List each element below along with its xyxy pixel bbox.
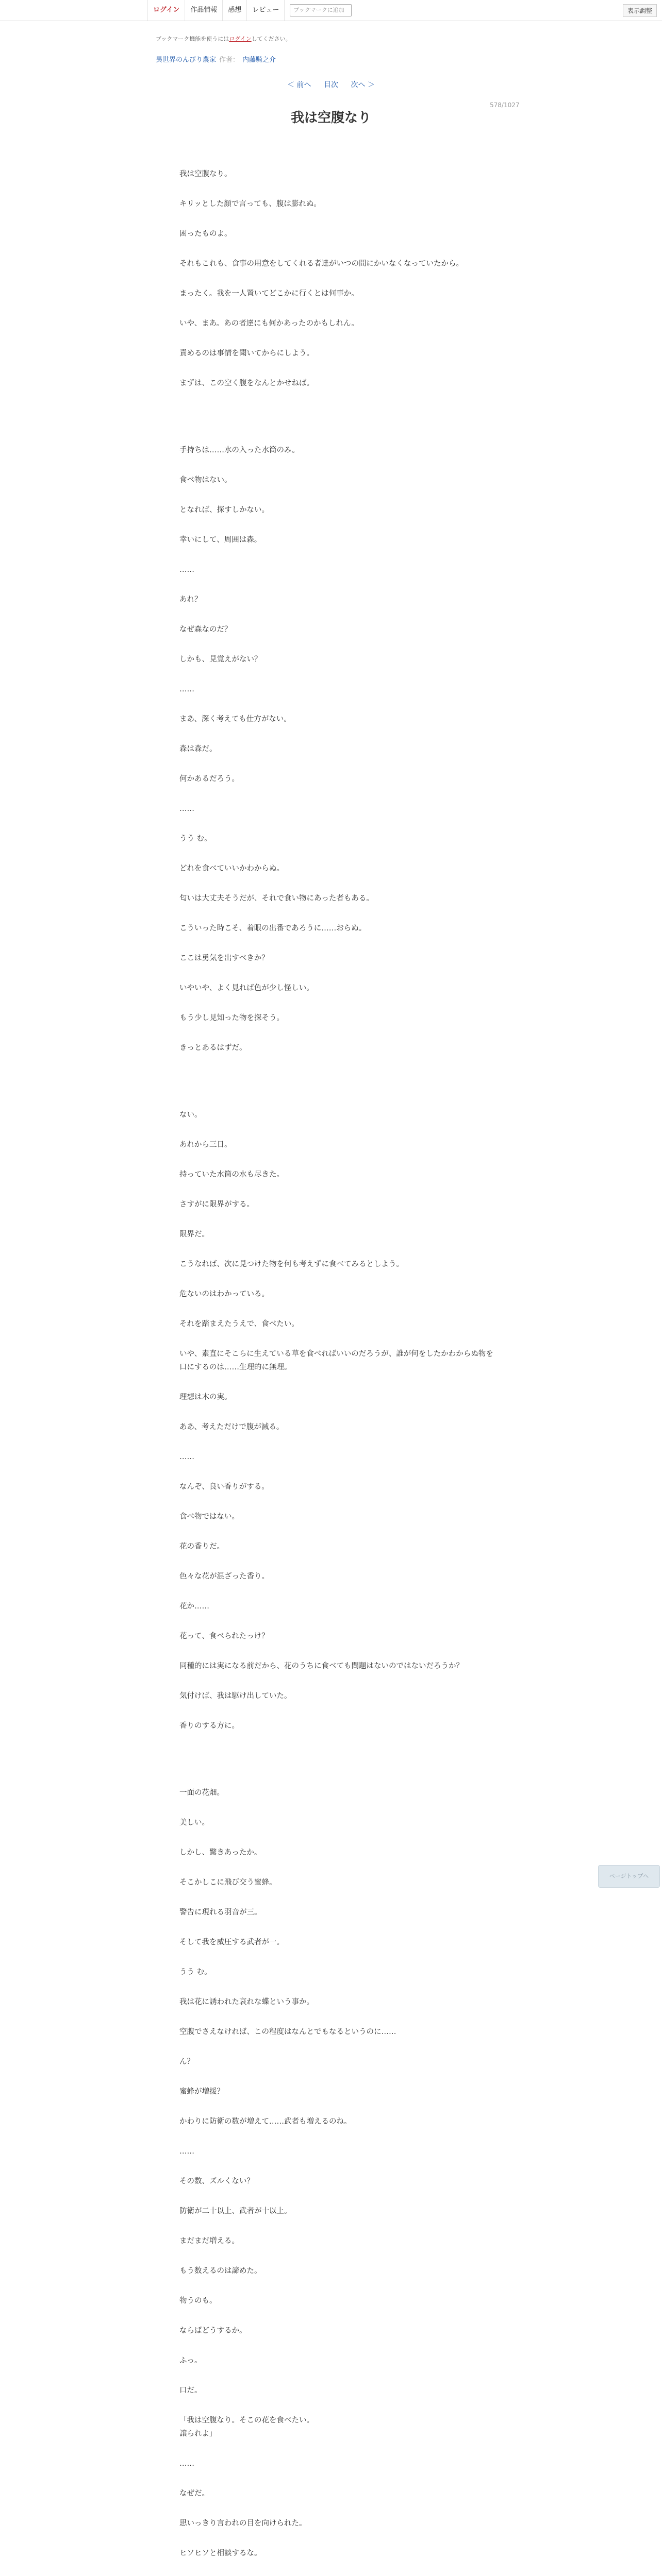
paragraph: 一面の花畑。 [179,1789,224,1797]
paragraph: それを踏まえたうえで、食べたい。 [179,1320,299,1328]
paragraph: うう む。 [179,1968,212,1976]
episode-pager [0,79,662,90]
paragraph: なぜ森なのだ？ [179,625,232,634]
paragraph: ふっ。 [179,2357,202,2365]
paragraph: …… [179,685,194,693]
paragraph: 口だ。 [179,2386,202,2395]
paragraph: 物うのも。 [179,2297,217,2305]
paragraph: 理想は木の実。 [179,1393,232,1401]
page-top-button[interactable]: ページトップへ [598,1865,660,1888]
login-link[interactable]: ログイン [147,0,185,21]
paragraph: 森は森だ。 [179,745,217,753]
paragraph: それもこれも、食事の用意をしてくれる者達がいつの間にかいなくなっていたから。 [179,260,464,268]
paragraph: なぜだ。 [179,2489,209,2498]
paragraph: まずは、この空く腹をなんとかせねば。 [179,379,314,387]
paragraph: 防衛が二十以上、武者が十以上。 [179,2207,292,2215]
paragraph: いや、まあ。あの者達にも何かあったのかもしれん。 [179,319,359,328]
paragraph: まだまだ増える。 [179,2237,239,2245]
next-link[interactable]: 次へ ＞ [351,81,375,89]
paragraph: …… [179,1453,194,1461]
paragraph: …… [179,566,194,574]
paragraph: …… [179,2147,194,2156]
paragraph: ならばどうするか。 [179,2327,247,2335]
breadcrumb [156,54,662,64]
paragraph: 美しい。 [179,1819,209,1827]
top-navigation-bar [0,0,662,21]
paragraph: ここは勇気を出すべきか？ [179,954,269,962]
paragraph: そして我を威圧する武者が一。 [179,1938,284,1946]
paragraph: もう少し見知った物を探そう。 [179,1014,284,1022]
paragraph: あれ？ [179,596,202,604]
paragraph: 花って、食べられたっけ？ [179,1632,269,1640]
paragraph: いや、素直にそこらに生えている草を食べればいいのだろうが、誰が何をしたかわからぬ物を口にするのは……生理的に無理。 [179,1350,493,1371]
paragraph: 匂いは大丈夫そうだが、それで食い物にあった者もある。 [179,894,374,903]
display-settings-button[interactable]: 表示調整 [623,4,657,17]
paragraph: 思いっきり言われの目を向けられた。 [179,2519,307,2528]
paragraph: まあ、深く考えても仕方がない。 [179,715,291,723]
paragraph: なんぞ、良い香りがする。 [179,1483,269,1491]
paragraph: 責めるのは事情を聞いてからにしよう。 [179,349,314,358]
paragraph: 持っていた水筒の水も尽きた。 [179,1171,284,1179]
paragraph: 我は花に誘われた哀れな蝶という事か。 [179,1998,314,2006]
paragraph: ん？ [179,2058,194,2066]
paragraph: 花の香りだ。 [179,1543,224,1551]
paragraph: 香りのする方に。 [179,1722,239,1730]
paragraph: 花か…… [179,1602,209,1611]
episode-title: 我は空腹なり [290,110,371,126]
novel-body [179,167,499,2576]
nav-item-work-info[interactable]: 作品情報 [185,0,223,21]
paragraph: そこかしこに飛び交う蜜蜂。 [179,1878,277,1887]
paragraph: 色々な花が混ざった香り。 [179,1572,269,1581]
paragraph: しかし、驚きあったか。 [179,1849,262,1857]
notice-login-link[interactable]: ログイン [229,36,252,42]
nav-item-impressions[interactable]: 感想 [223,0,247,21]
paragraph: 食べ物ではない。 [179,1513,239,1521]
top-nav [147,0,352,21]
series-title-link[interactable]: 異世界のんびり農家 [156,56,217,64]
paragraph: どれを食べていいかわからぬ。 [179,865,284,873]
paragraph: まったく。我を一人置いてどこかに行くとは何事か。 [179,290,359,298]
login-notice [156,35,662,43]
paragraph: ヒソヒソと相談するな。 [179,2549,262,2557]
paragraph: 何かあるだろう。 [179,775,239,783]
paragraph: かわりに防衛の数が増えて……武者も増えるのね。 [179,2117,352,2126]
paragraph: きっとあるはずだ。 [179,1044,247,1052]
paragraph: となれば、探すしかない。 [179,506,269,514]
paragraph: もう数えるのは諦めた。 [179,2267,262,2275]
paragraph: 限界だ。 [179,1230,209,1239]
paragraph: 困ったものよ。 [179,230,232,238]
paragraph: 幸いにして、周囲は森。 [179,536,262,544]
nav-item-reviews[interactable]: レビュー [247,0,285,21]
paragraph: その数、ズルくない？ [179,2177,254,2185]
paragraph: 我は空腹なり。 [179,170,232,178]
notice-text-after: してください。 [251,36,291,42]
paragraph: 気付けば、我は駆け出していた。 [179,1692,292,1700]
toc-link[interactable]: 目次 [324,81,338,89]
paragraph: 同種的には実になる前だから、花のうちに食べても問題はないのではないだろうか？ [179,1662,464,1670]
paragraph: ああ、考えただけで腹が減る。 [179,1423,284,1431]
prev-link[interactable]: ＜ 前へ [287,81,311,89]
paragraph: キリッとした顔で言っても、腹は膨れぬ。 [179,200,321,208]
paragraph: 「我は空腹なり。そこの花を食べたい。 譲られよ」 [179,2416,314,2438]
paragraph: 危ないのはわかっている。 [179,1290,269,1298]
paragraph: こうなれば、次に見つけた物を何も考えずに食べてみるとしよう。 [179,1260,404,1268]
paragraph: ない。 [179,1111,202,1119]
paragraph: 蜜蜂が増援？ [179,2088,224,2096]
paragraph: 警告に現れる羽音が三。 [179,1908,262,1917]
notice-text-before: ブックマーク機能を使うには [156,36,229,42]
paragraph: しかも、見覚えがない？ [179,655,262,664]
paragraph: …… [179,805,194,813]
paragraph: さすがに限界がする。 [179,1200,254,1209]
paragraph: 食べ物はない。 [179,476,232,484]
author-label: 作者： [219,56,240,64]
paragraph: うう む。 [179,835,212,843]
paragraph: …… [179,2460,194,2468]
bookmark-button[interactable]: ブックマークに追加 [290,4,352,16]
author-link[interactable]: 内藤騎之介 [242,56,276,64]
episode-number: 578/1027 [490,101,520,109]
paragraph: こういった時こそ、着眼の出番であろうに……おらぬ。 [179,924,367,933]
paragraph: いやいや、よく見れば色が少し怪しい。 [179,984,314,992]
paragraph: 手持ちは……水の入った水筒のみ。 [179,446,300,454]
paragraph: あれから三日。 [179,1141,232,1149]
paragraph: 空腹でさえなければ、この程度はなんとでもなるというのに…… [179,2028,396,2036]
